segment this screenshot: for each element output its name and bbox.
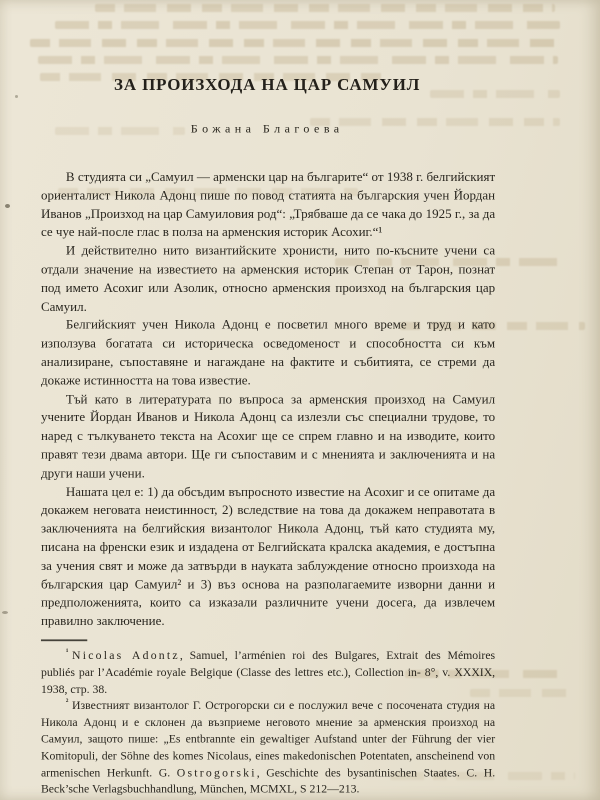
footnote-1-author: Nicolas Adontz	[72, 648, 180, 662]
body-paragraph: В студията си „Самуил — арменски цар на българите“ от 1938 г. белгийският ориенталист Никола Адонц пише по повод статията на българския учен Йордан Иванов „Произход на цар Самуиловия род“: „Трябваше да се чака до 1925 г., за да се чуе най-после глас в полза на арменския историк Асохиг.“¹	[40, 170, 496, 240]
footnote-1-marker: ¹	[65, 647, 69, 657]
body-paragraph: Белгийският учен Никола Адонц е посветил много време и труд и като използува богатата си историческа осведоменост и способността си към анализиране, съпоставяне и нагаждане на фактите и събитията, се стреми да докаже истинността на това известие.	[40, 318, 496, 389]
body-paragraph: Тъй като в литературата по въпроса за арменския произход на Самуил учените Йордан Иванов и Никола Адонц са излезли със специални трудове, то наред с тълкуването текста на Асохиг ще се спрем главно и на изводите, които правят тези двама автори. Ще ги съпоставим и с мненията и заключенията и на други наши учени.	[40, 392, 496, 481]
footnotes-section	[41, 647, 495, 798]
footnote-separator-rule	[41, 639, 87, 641]
footnote-1-text: , Samuel, l’arménien roi des Bulgares, Extrait des Mémoires publiés par l’Académie royale Belgique (Classe des lettres etc.), Collection in- 8°, v. XXXIX, 1938, стр. 38.	[40, 648, 496, 696]
article-body	[41, 168, 495, 631]
body-paragraph: И действително нито византийските хронисти, нито по-късните учени са отдали значение на известието на арменския историк Степан от Тарон, познат под името Асохиг или Азолик, относно арменския произход на българския цар Самуил.	[40, 244, 496, 314]
footnote-2-author: Ostrogorski	[176, 765, 257, 779]
footnote-2-marker: ²	[65, 698, 69, 708]
footnote-2-text-before: Известният византолог Г. Острогорски си е послужил вече с посочената студия на Никола Адонц и е склонен да възприеме неговото мнение за арменския произход на Самуил, защото пише: „Es entbrannte ein gewaltiger Aufstand unter der Führung der vier Komitopuli, der Söhne des komes Nicolaus, eines makedonischen Potentaten, anscheinend von armenischen Herkunft. G.	[40, 698, 496, 779]
author-name: Божана Благоева	[190, 122, 344, 136]
footnote-2-text-after: , Geschichte des bysantinischen Staates. C. H. Beck’sche Verlagsbuchhandlung, München, MCMXL, S 212—213.	[40, 765, 496, 796]
footnote-1	[41, 647, 495, 697]
footnote-2	[41, 698, 495, 798]
body-paragraph: Нашата цел е: 1) да обсъдим въпросното известие на Асохиг и се опитаме да докажем неговата неистинност, 2) вследствие на това да докажем неправотата в заключенията на белгийския византолог Никола Адонц, тъй като студията му, писана на френски език и издадена от Белгийската кралска академия, е достъпна за учения свят и може да затвърди в науката заблуждение относно произхода на българския цар Самуил² и 3) въз основа на разполагаемите изворни данни и предположенията, които са изказали различните учени досега, да извлечем правилно заключение.	[40, 484, 496, 629]
article-title: ЗА ПРОИЗХОДА НА ЦАР САМУИЛ	[114, 75, 421, 95]
